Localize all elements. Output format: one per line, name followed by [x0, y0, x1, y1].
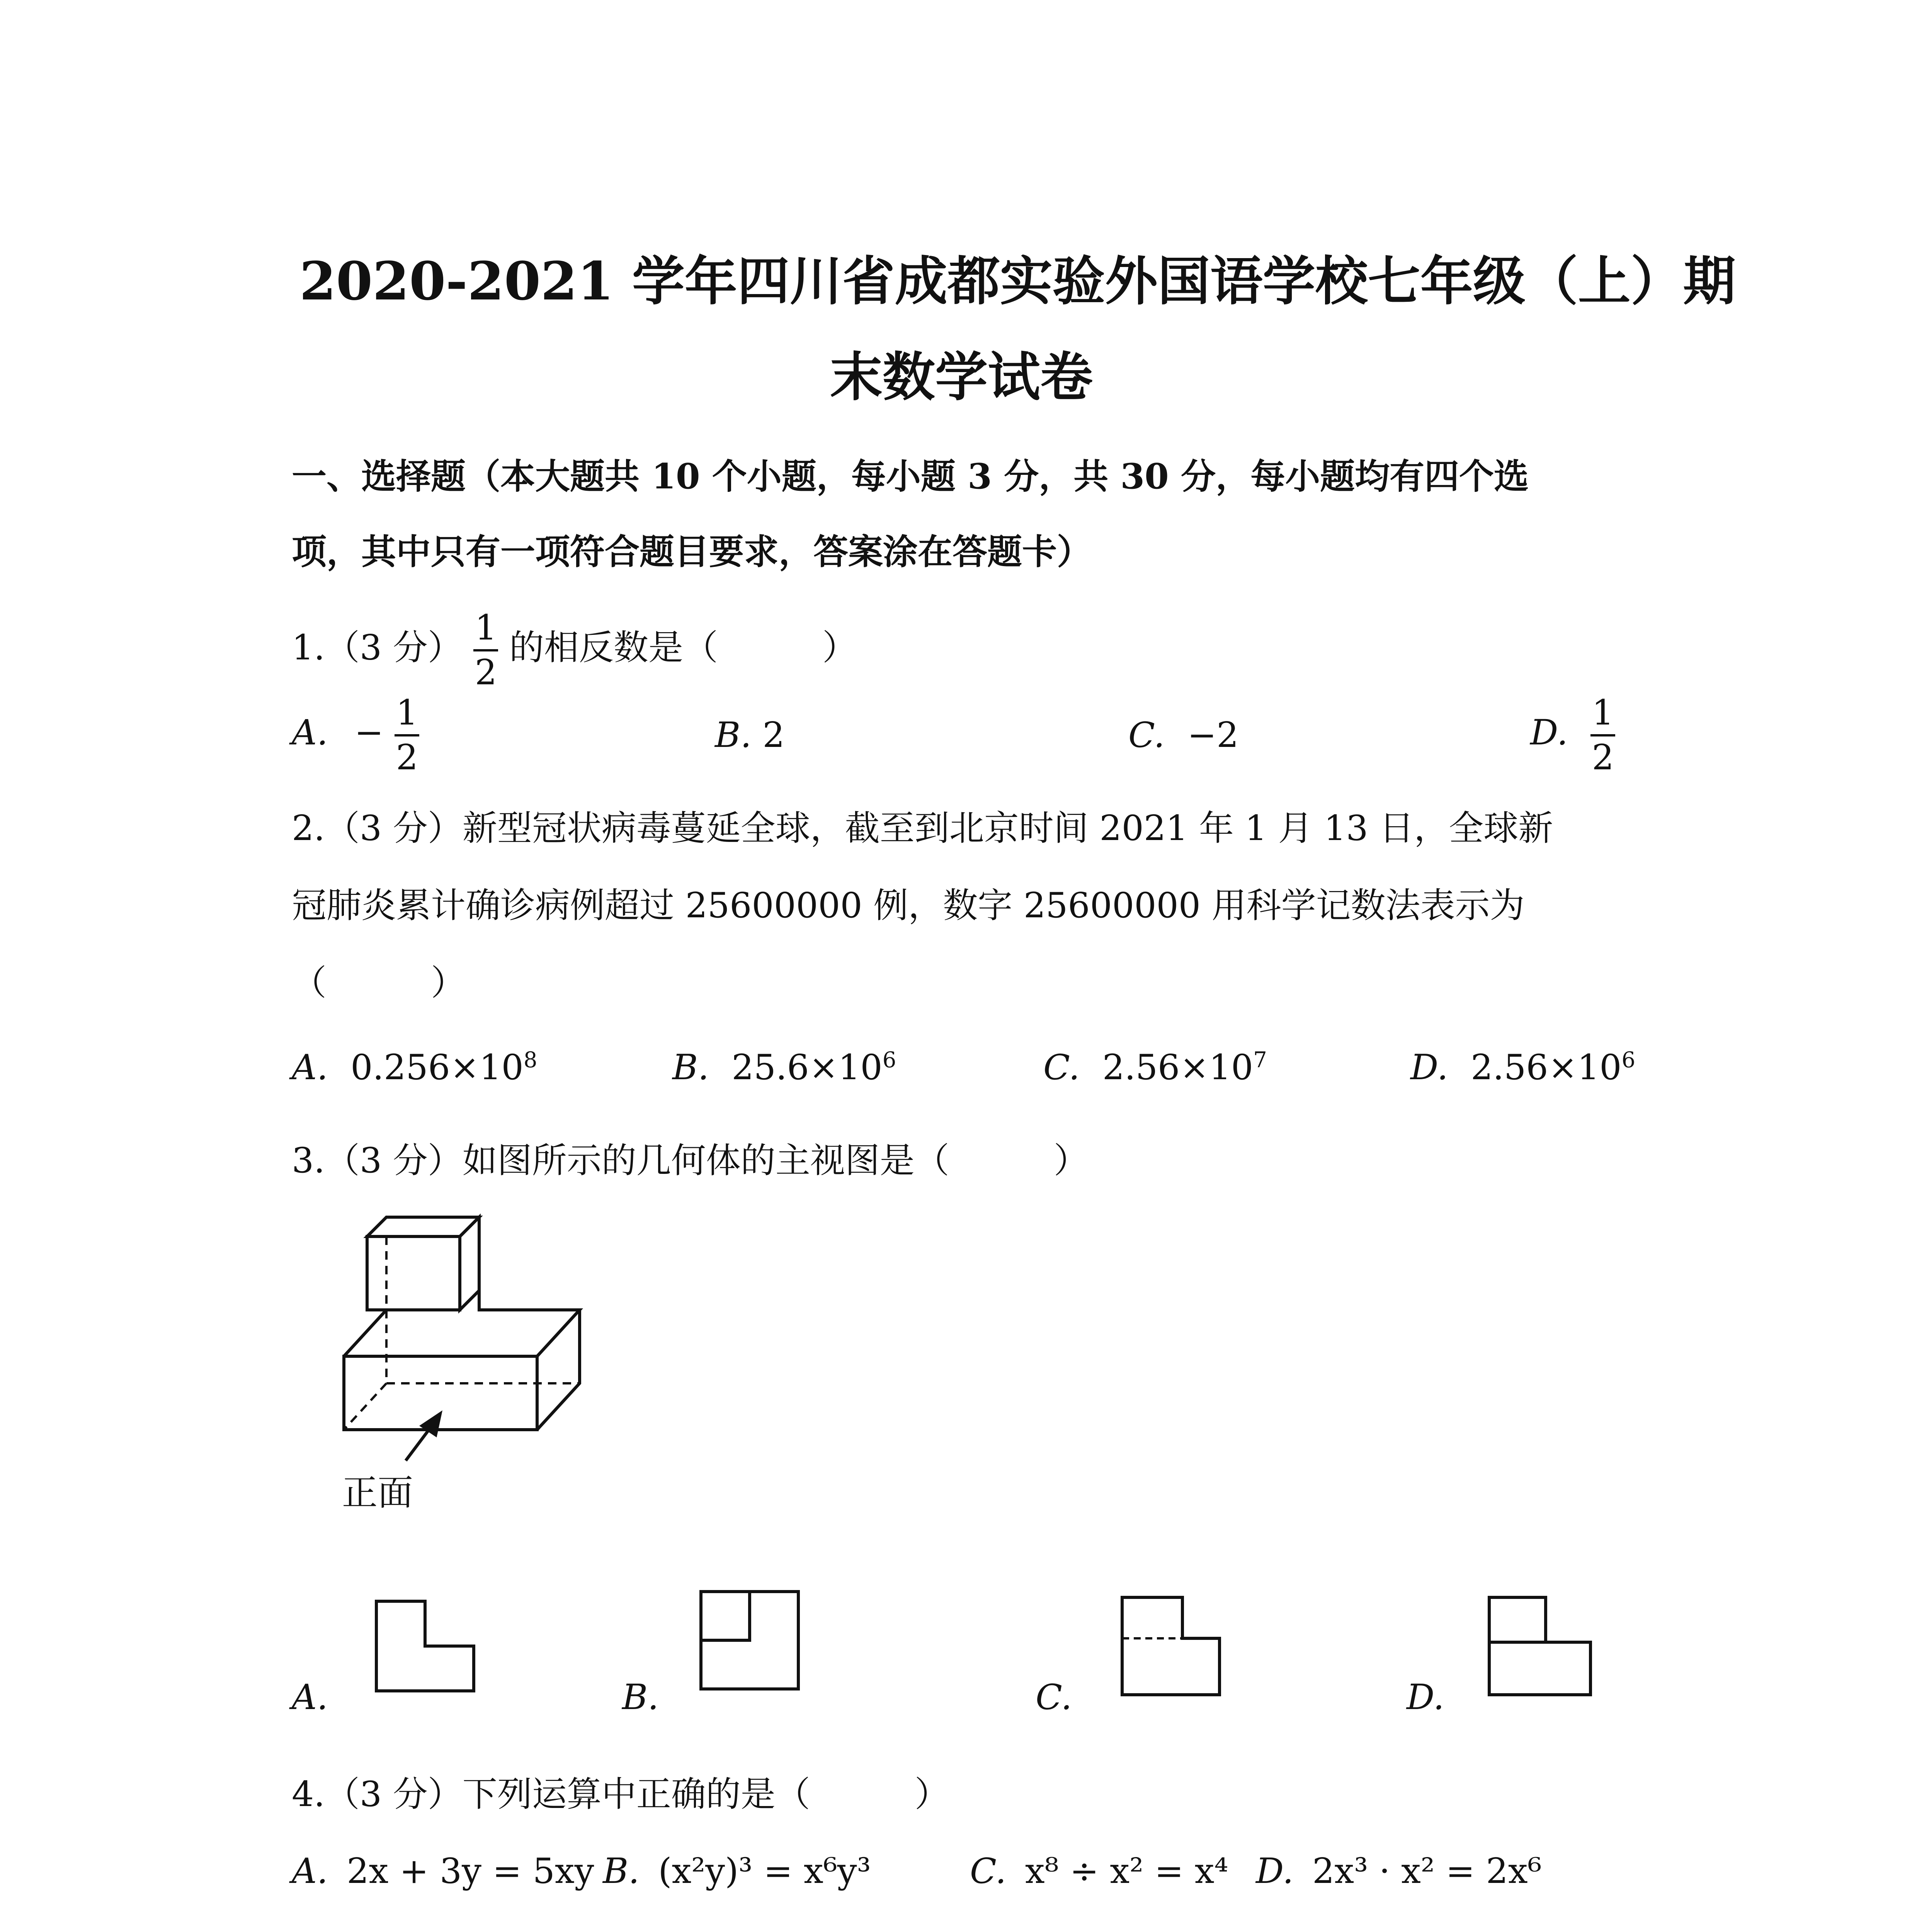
q1-a-fraction [395, 692, 419, 778]
title-line-2: 末数学试卷 [830, 346, 1093, 408]
q2-d-base: 2.56×10 [1471, 1047, 1622, 1088]
fraction-bar [473, 649, 498, 651]
q2-option-d [1410, 1047, 1635, 1088]
q1-option-a [292, 692, 419, 778]
q4-b-text: (x²y)³ = x⁶y³ [658, 1851, 871, 1891]
fraction-bar [1590, 734, 1615, 736]
option-label: B. [715, 715, 752, 755]
q1-option-b [715, 715, 785, 755]
option-label: A. [292, 712, 328, 753]
front-label: 正面 [342, 1472, 413, 1514]
option-label: C. [970, 1851, 1007, 1891]
q2-c-base: 2.56×10 [1102, 1047, 1254, 1088]
q3-option-d-shape [1488, 1596, 1592, 1696]
q4-option-a [292, 1851, 594, 1891]
q3-option-b-shape [699, 1590, 800, 1690]
option-label: D. [1530, 712, 1568, 753]
q4-option-b [603, 1851, 871, 1891]
q1-prefix: 1.（3 分） [292, 627, 463, 668]
box-top-right-edge [479, 1291, 580, 1356]
q4-a-text: 2x + 3y = 5xy [347, 1851, 594, 1891]
option-label: A. [292, 1851, 328, 1891]
q2-option-c [1043, 1047, 1267, 1088]
q2-a-exponent: 8 [523, 1048, 538, 1073]
q1-c-text: −2 [1187, 715, 1239, 755]
q2-option-a [292, 1047, 537, 1088]
q1-d-numerator: 1 [1592, 692, 1614, 733]
q3-option-a-label: A. [292, 1677, 328, 1718]
q4-text: 4.（3 分）下列运算中正确的是（ ） [292, 1774, 949, 1815]
q4-option-d [1256, 1851, 1542, 1891]
q1-a-sign: − [354, 712, 384, 753]
q1-option-d [1530, 692, 1615, 778]
q4-d-text: 2x³ · x² = 2x⁶ [1312, 1851, 1542, 1891]
option-label: A. [292, 1047, 328, 1088]
q3-text: 3.（3 分）如图所示的几何体的主视图是（ ） [292, 1140, 1089, 1181]
question-1 [292, 607, 857, 693]
q2-line-2: 冠肺炎累计确诊病例超过 25600000 例，数字 25600000 用科学记数法表示为 [292, 885, 1525, 926]
option-label: B. [672, 1047, 709, 1088]
q1-d-fraction [1590, 692, 1615, 778]
option-label: C. [1043, 1047, 1080, 1088]
q1-option-c [1128, 715, 1239, 755]
small-cube-front-face [367, 1236, 460, 1310]
q2-line-1: 2.（3 分）新型冠状病毒蔓延全球，截至到北京时间 2021 年 1 月 13 日，全球新 [292, 808, 1553, 849]
q1-frac-denominator: 2 [475, 652, 497, 693]
option-label: D. [1410, 1047, 1448, 1088]
box-top-left-edge [344, 1310, 460, 1356]
q3-option-b-label: B. [622, 1677, 659, 1718]
q1-frac-numerator: 1 [475, 607, 497, 648]
title-line-1: 2020-2021 学年四川省成都实验外国语学校七年级（上）期 [299, 250, 1736, 312]
section-heading-line-1: 一、选择题（本大题共 10 个小题，每小题 3 分，共 30 分，每小题均有四个选 [292, 456, 1529, 497]
q2-a-base: 0.256×10 [350, 1047, 524, 1088]
q1-d-denominator: 2 [1592, 737, 1614, 778]
q2-option-b [672, 1047, 896, 1088]
q2-b-base: 25.6×10 [731, 1047, 883, 1088]
q3-option-c-shape [1121, 1596, 1221, 1696]
q3-option-a-shape [375, 1600, 475, 1692]
q3-option-d-label: D. [1407, 1677, 1444, 1718]
q1-b-text: 2 [762, 715, 785, 755]
q4-c-text: x⁸ ÷ x² = x⁴ [1025, 1851, 1228, 1891]
q1-suffix: 的相反数是（ ） [509, 627, 857, 668]
q3-option-c-label: C. [1036, 1677, 1072, 1718]
option-label: B. [603, 1851, 640, 1891]
q2-b-exponent: 6 [882, 1048, 896, 1073]
box-side-edge [537, 1310, 580, 1430]
front-arrow-head [419, 1410, 442, 1437]
q2-line-3: （ ） [292, 963, 466, 1003]
option-label: D. [1256, 1851, 1294, 1891]
q2-d-exponent: 6 [1621, 1048, 1636, 1073]
q1-fraction [473, 607, 498, 693]
q2-c-exponent: 7 [1253, 1048, 1267, 1073]
fraction-bar [395, 734, 419, 736]
section-heading-line-2: 项，其中只有一项符合题目要求，答案涂在答题卡） [292, 531, 1092, 572]
q1-a-denominator: 2 [396, 737, 418, 778]
hidden-edge [344, 1383, 386, 1430]
q4-option-c [970, 1851, 1228, 1891]
q1-a-numerator: 1 [396, 692, 418, 733]
option-label: C. [1128, 715, 1165, 755]
small-cube-side-face [460, 1217, 479, 1310]
